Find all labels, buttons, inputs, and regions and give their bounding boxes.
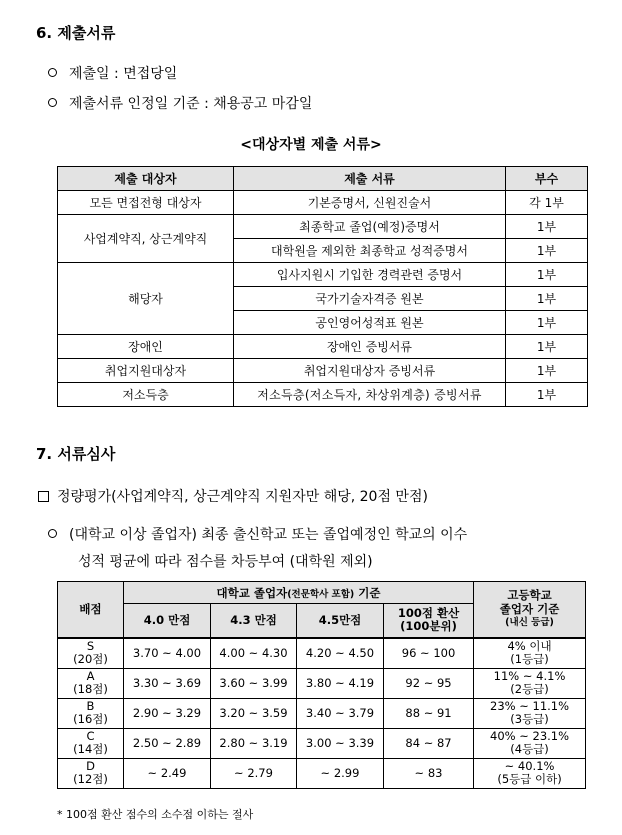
value-cell: 96 ~ 100 — [384, 638, 474, 669]
value-cell: 92 ~ 95 — [384, 668, 474, 698]
docs-table-caption: <대상자별 제출 서류> — [240, 137, 382, 153]
target-cell: 저소득층 — [58, 383, 234, 407]
count-cell: 1부 — [506, 359, 588, 383]
hs-cell: 11% ~ 4.1% (2등급) — [474, 668, 586, 698]
table-row — [58, 758, 586, 788]
score-table — [57, 581, 586, 789]
count-cell: 1부 — [506, 287, 588, 311]
header-document: 제출 서류 — [234, 167, 506, 191]
value-cell: ~ 83 — [384, 758, 474, 788]
value-cell: ~ 2.79 — [211, 758, 297, 788]
target-cell: 취업지원대상자 — [58, 359, 234, 383]
header-target: 제출 대상자 — [58, 167, 234, 191]
document-cell: 저소득층(저소득자, 차상위계층) 증빙서류 — [234, 383, 506, 407]
grade-cell: A (18점) — [58, 668, 124, 698]
hs-cell: 23% ~ 11.1% (3등급) — [474, 698, 586, 728]
document-cell: 취업지원대상자 증빙서류 — [234, 359, 506, 383]
document-cell: 공인영어성적표 원본 — [234, 311, 506, 335]
document-cell: 기본증명서, 신원진술서 — [234, 191, 506, 215]
header-high-school: 고등학교 졸업자 기준 (내신 등급) — [474, 582, 586, 638]
section-7-square-item: 정량평가(사업계약직, 상근계약직 지원자만 해당, 20점 만점) — [38, 486, 428, 506]
table-row — [58, 191, 588, 215]
count-cell: 1부 — [506, 239, 588, 263]
value-cell: 4.00 ~ 4.30 — [211, 638, 297, 669]
table-row — [58, 698, 586, 728]
header-4-3: 4.3 만점 — [211, 604, 297, 638]
docs-table — [57, 166, 588, 407]
value-cell: 2.80 ~ 3.19 — [211, 728, 297, 758]
value-cell: 3.70 ~ 4.00 — [124, 638, 211, 669]
count-cell: 1부 — [506, 311, 588, 335]
count-cell: 각 1부 — [506, 191, 588, 215]
table-row — [58, 335, 588, 359]
header-4-5: 4.5만점 — [297, 604, 384, 638]
value-cell: ~ 2.99 — [297, 758, 384, 788]
header-4-0: 4.0 만점 — [124, 604, 211, 638]
header-university: 대학교 졸업자(전문학사 포함) 기준 — [124, 582, 474, 604]
footnote: * 100점 환산 점수의 소수점 이하는 절사 — [57, 808, 254, 821]
section-7-circle-item: (대학교 이상 졸업자) 최종 출신학교 또는 졸업예정인 학교의 이수 — [48, 524, 467, 544]
count-cell: 1부 — [506, 335, 588, 359]
table-header-row — [58, 167, 588, 191]
circle-bullet-icon — [48, 68, 57, 77]
target-cell: 모든 면접전형 대상자 — [58, 191, 234, 215]
value-cell: 3.60 ~ 3.99 — [211, 668, 297, 698]
table-row — [58, 359, 588, 383]
section-7-circle-item-cont: 성적 평균에 따라 점수를 차등부여 (대학원 제외) — [78, 554, 373, 570]
table-row — [58, 728, 586, 758]
table-row — [58, 263, 588, 287]
value-cell: ~ 2.49 — [124, 758, 211, 788]
table-row — [58, 638, 586, 669]
document-cell: 장애인 증빙서류 — [234, 335, 506, 359]
target-cell: 해당자 — [58, 263, 234, 335]
section-7-title: 7. 서류심사 — [36, 445, 116, 463]
value-cell: 4.20 ~ 4.50 — [297, 638, 384, 669]
value-cell: 3.00 ~ 3.39 — [297, 728, 384, 758]
count-cell: 1부 — [506, 215, 588, 239]
header-score: 배점 — [58, 582, 124, 638]
section-6-title: 6. 제출서류 — [36, 24, 116, 42]
circle-bullet-icon — [48, 98, 57, 107]
document-cell: 국가기술자격증 원본 — [234, 287, 506, 311]
document-cell: 최종학교 졸업(예정)증명서 — [234, 215, 506, 239]
value-cell: 2.50 ~ 2.89 — [124, 728, 211, 758]
header-count: 부수 — [506, 167, 588, 191]
target-cell: 사업계약직, 상근계약직 — [58, 215, 234, 263]
grade-cell: D (12점) — [58, 758, 124, 788]
value-cell: 3.40 ~ 3.79 — [297, 698, 384, 728]
table-header-row — [58, 582, 586, 604]
value-cell: 84 ~ 87 — [384, 728, 474, 758]
hs-cell: ~ 40.1% (5등급 이하) — [474, 758, 586, 788]
value-cell: 3.30 ~ 3.69 — [124, 668, 211, 698]
table-row — [58, 668, 586, 698]
section-6-item-1: 제출일 : 면접당일 — [48, 63, 177, 83]
document-cell: 입사지원시 기입한 경력관련 증명서 — [234, 263, 506, 287]
target-cell: 장애인 — [58, 335, 234, 359]
section-6-item-2: 제출서류 인정일 기준 : 채용공고 마감일 — [48, 93, 312, 113]
hs-cell: 4% 이내 (1등급) — [474, 638, 586, 669]
value-cell: 2.90 ~ 3.29 — [124, 698, 211, 728]
hs-cell: 40% ~ 23.1% (4등급) — [474, 728, 586, 758]
count-cell: 1부 — [506, 263, 588, 287]
grade-cell: B (16점) — [58, 698, 124, 728]
circle-bullet-icon — [48, 529, 57, 538]
grade-cell: C (14점) — [58, 728, 124, 758]
count-cell: 1부 — [506, 383, 588, 407]
header-100: 100점 환산 (100분위) — [384, 604, 474, 638]
value-cell: 88 ~ 91 — [384, 698, 474, 728]
table-row — [58, 215, 588, 239]
document-cell: 대학원을 제외한 최종학교 성적증명서 — [234, 239, 506, 263]
value-cell: 3.20 ~ 3.59 — [211, 698, 297, 728]
square-bullet-icon — [38, 491, 49, 502]
grade-cell: S (20점) — [58, 638, 124, 669]
table-row — [58, 383, 588, 407]
value-cell: 3.80 ~ 4.19 — [297, 668, 384, 698]
